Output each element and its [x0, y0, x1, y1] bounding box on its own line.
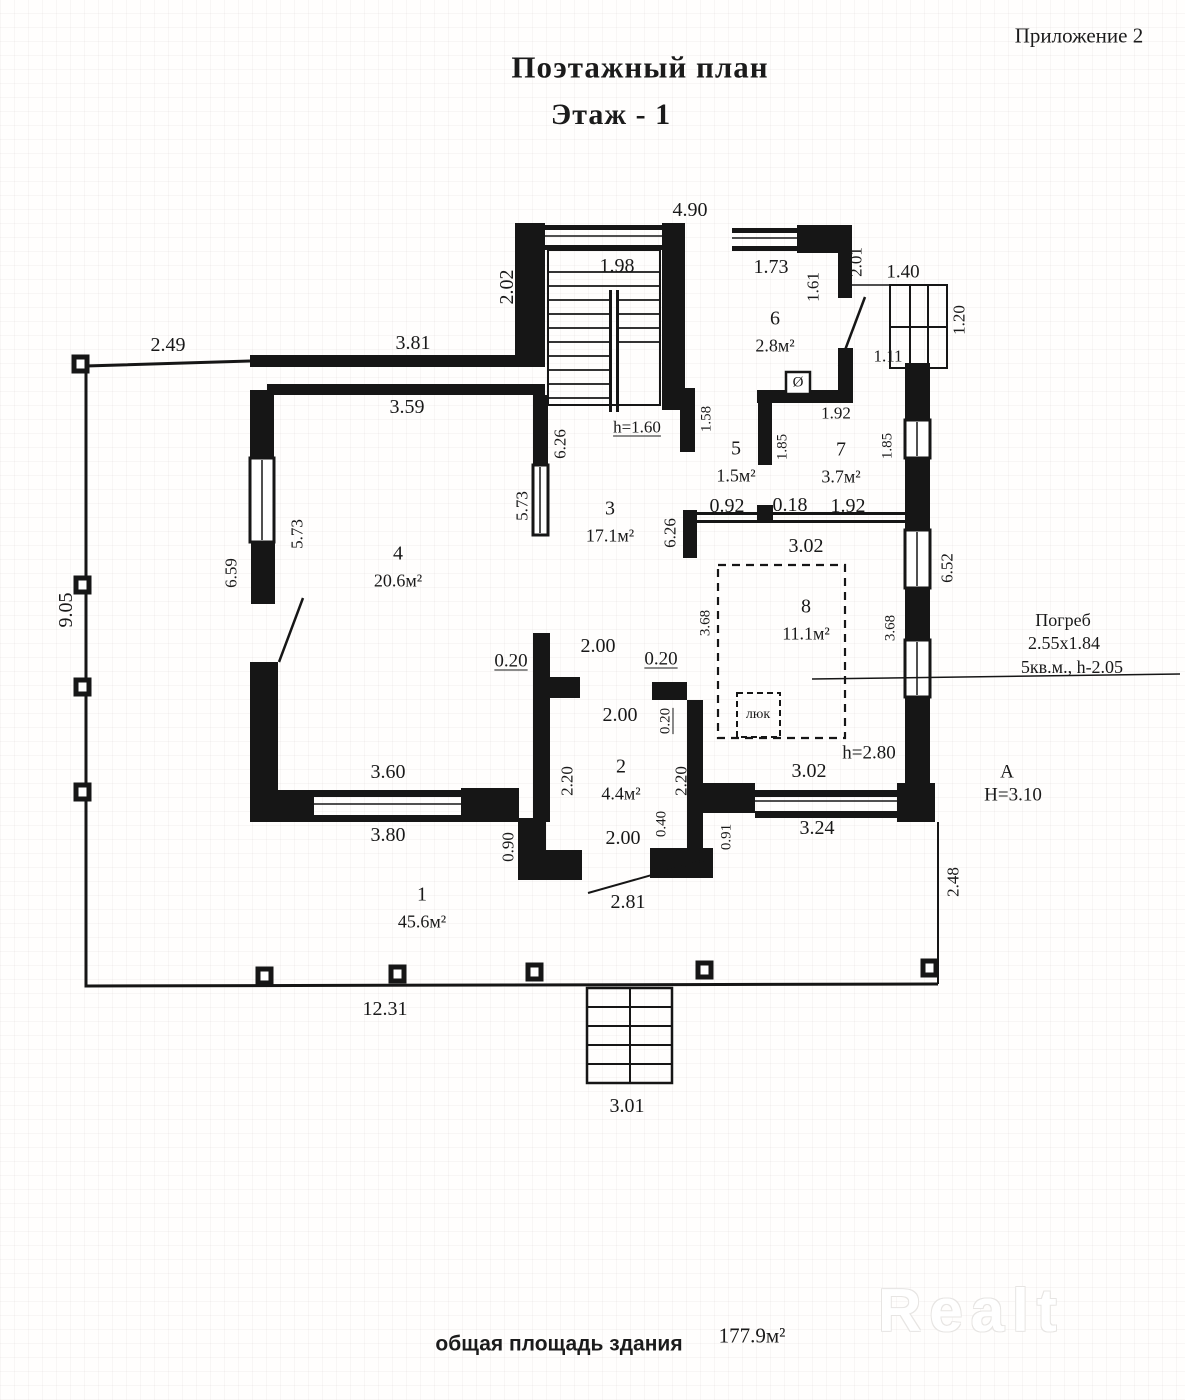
- dimension-label: 1.92: [821, 403, 851, 423]
- dimension-label: 3.60: [370, 761, 406, 783]
- dimension-label: 3.80: [370, 824, 406, 846]
- cellar-note-line1: Погреб: [1035, 610, 1091, 630]
- footer-label: общая площадь здания: [435, 1332, 683, 1356]
- room-number: 8: [801, 595, 811, 618]
- cellar-callout-line: [812, 674, 1180, 679]
- dimension-label: 6.26: [660, 518, 680, 548]
- room-number: 7: [835, 438, 846, 461]
- dimension-label: 0.20: [644, 648, 678, 670]
- dimension-label: 0.91: [718, 823, 735, 851]
- cellar-note-line2: 2.55x1.84: [1028, 633, 1100, 653]
- room-area: 3.7м²: [821, 466, 861, 487]
- building-height-note: Н=3.10: [984, 784, 1042, 806]
- cellar: [718, 565, 1180, 738]
- room-label-8: [782, 596, 830, 645]
- dimension-label: 2.49: [150, 334, 186, 356]
- dimension-label: 2.01: [846, 247, 866, 277]
- window: [250, 458, 274, 542]
- dimension-label: 1.73: [753, 256, 789, 278]
- room-area: 2.8м²: [755, 335, 795, 356]
- dimension-label: 4.90: [672, 199, 708, 221]
- window: [905, 420, 930, 458]
- realt-watermark: Realt: [878, 1277, 1065, 1344]
- dimension-label: 1.61: [803, 272, 823, 302]
- window: [905, 530, 930, 588]
- room-area: 1.5м²: [716, 465, 756, 486]
- dimension-label: 1.85: [774, 433, 791, 461]
- window: [533, 465, 548, 535]
- porch-outline: [74, 357, 938, 986]
- dimension-label: 3.68: [882, 614, 899, 642]
- dimension-label: 2.00: [605, 827, 641, 849]
- dimension-label: 1.92: [830, 495, 866, 517]
- dimension-label: 6.26: [550, 429, 570, 459]
- dimension-label: 1.85: [879, 432, 896, 460]
- room-number: 2: [615, 755, 626, 778]
- dimension-label: 2.20: [671, 766, 691, 796]
- dimension-label: 3.24: [799, 817, 835, 839]
- dimension-label: 3.59: [389, 396, 425, 418]
- room-area: 4.4м²: [601, 783, 641, 804]
- page-subtitle: Этаж - 1: [550, 98, 672, 131]
- dimension-label: 5.73: [512, 491, 532, 521]
- dimension-label: 1.58: [698, 405, 715, 433]
- dimension-label: 1.98: [599, 255, 635, 277]
- dimension-label: 5.73: [287, 519, 307, 549]
- dimension-label: 0.20: [494, 650, 528, 672]
- window: [905, 640, 930, 697]
- dimension-label: 0.40: [653, 810, 670, 838]
- dimension-label: 6.59: [221, 558, 241, 588]
- dimension-label: 1.40: [886, 261, 920, 283]
- room-label-6: [755, 308, 794, 357]
- room-area: 17.1м²: [585, 525, 635, 546]
- cellar-note-line3: 5кв.м., h-2.05: [1020, 657, 1124, 677]
- dimension-label: 3.01: [609, 1095, 645, 1117]
- door-swing-room4: [279, 598, 303, 662]
- room-label-3: [586, 498, 634, 547]
- room-number: 5: [730, 437, 741, 460]
- room-area: 11.1м²: [782, 623, 830, 644]
- room-label-4: [374, 543, 422, 592]
- room-number: 3: [604, 497, 615, 520]
- room-area: 45.6м²: [397, 911, 447, 932]
- dimension-label: 2.00: [602, 704, 638, 726]
- dimension-label: 2.00: [580, 635, 616, 657]
- dimension-label: 2.02: [496, 269, 518, 305]
- room-number: 1: [416, 883, 427, 906]
- dimension-label: 0.18: [772, 494, 808, 516]
- dimension-label: 12.31: [362, 998, 408, 1020]
- dimension-label: 1.11: [873, 346, 903, 366]
- entrance-stairs-bottom: [587, 988, 672, 1083]
- room-number: 4: [392, 542, 403, 565]
- appendix-note: Приложение 2: [1014, 23, 1144, 48]
- dimension-label: 2.81: [610, 891, 646, 913]
- section-mark: A: [1000, 761, 1014, 783]
- page-title: Поэтажный план: [511, 49, 769, 85]
- footer-total-area: 177.9м²: [718, 1323, 786, 1348]
- dimension-label: 0.92: [709, 495, 745, 517]
- dimension-label: 6.52: [937, 553, 957, 583]
- dimension-label: 3.81: [395, 332, 431, 354]
- dimension-label: 3.02: [791, 760, 827, 782]
- dimension-label: 2.20: [557, 766, 577, 796]
- stair-height-note: h=1.60: [613, 417, 661, 437]
- ceiling-height-note: h=2.80: [842, 742, 896, 764]
- dimension-label: 9.05: [55, 592, 77, 628]
- room-label-2: [601, 756, 640, 805]
- room-number: 6: [769, 307, 780, 330]
- walls: [250, 223, 935, 880]
- hatch-label: люк: [745, 707, 771, 722]
- dimension-label: 1.20: [949, 305, 969, 335]
- room-label-1: [398, 884, 446, 933]
- dimension-label: 0.90: [498, 832, 518, 862]
- dimension-label: 3.68: [697, 609, 714, 637]
- room-area: 20.6м²: [373, 570, 423, 591]
- dimension-label: 3.02: [788, 535, 824, 557]
- dimension-label: 0.20: [657, 707, 674, 735]
- dimension-label: 2.48: [943, 867, 963, 897]
- vent-symbol: Ø: [792, 374, 804, 391]
- room-label-5: [716, 438, 755, 487]
- room-label-7: [821, 439, 860, 488]
